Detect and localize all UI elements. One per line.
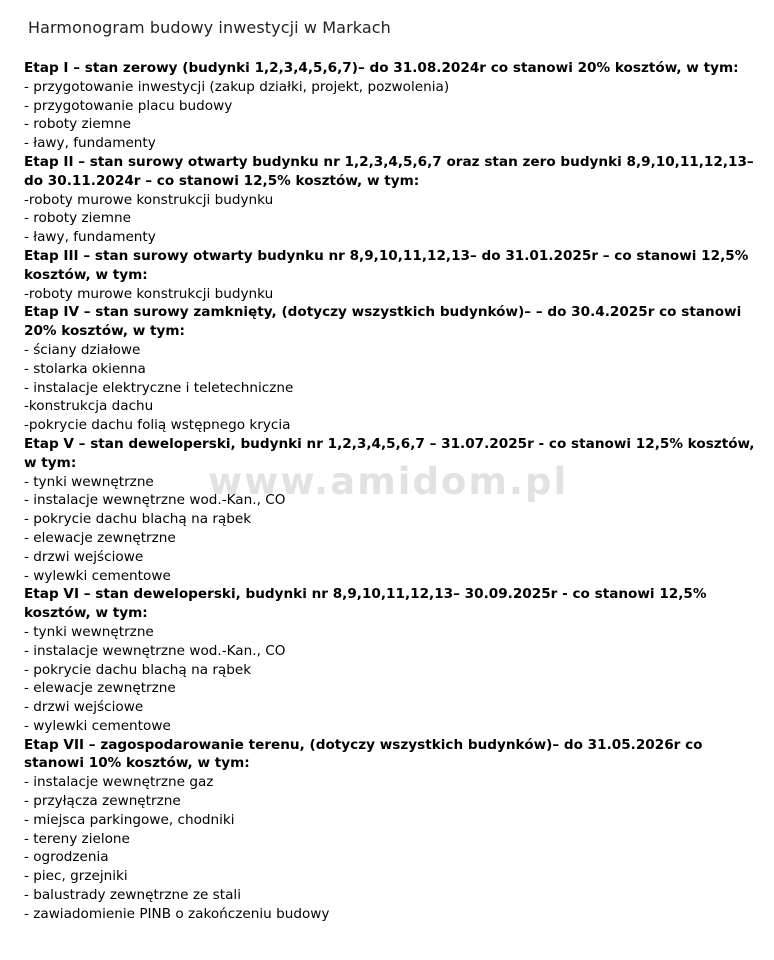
stage-title: Etap IV – stan surowy zamknięty, (dotyczy wszystkich budynków)– – do 30.4.2025r co stanowi 20% kosztów, w tym: (24, 304, 742, 340)
stage-5 (24, 435, 759, 585)
stage-item: - stolarka okienna (24, 360, 146, 377)
stage-item: -pokrycie dachu folią wstępnego krycia (24, 417, 291, 434)
stage-title: Etap VI – stan deweloperski, budynki nr 8,9,10,11,12,13– 30.09.2025r - co stanowi 12,5% kosztów, w tym: (24, 586, 707, 622)
stage-item: - wylewki cementowe (24, 567, 171, 584)
watermark: www.amidom.pl (208, 460, 569, 503)
document-title: Harmonogram budowy inwestycji w Markach (28, 18, 391, 37)
stage-item: - drzwi wejściowe (24, 699, 144, 716)
schedule-content (24, 59, 759, 924)
stage-7 (24, 736, 759, 924)
stage-item: - tynki wewnętrzne (24, 623, 154, 640)
stage-title: Etap VII – zagospodarowanie terenu, (dotyczy wszystkich budynków)– do 31.05.2026r co stanowi 10% kosztów, w tym: (24, 736, 703, 772)
stage-item: - piec, grzejniki (24, 868, 128, 885)
stage-item: - roboty ziemne (24, 116, 131, 133)
stage-title: Etap I – stan zerowy (budynki 1,2,3,4,5,6,7)– do 31.08.2024r co stanowi 20% kosztów, w tym: (24, 60, 739, 76)
stage-item: - instalacje wewnętrzne wod.-Kan., CO (24, 642, 286, 659)
stage-item: - elewacje zewnętrzne (24, 680, 176, 697)
stage-item: - ściany działowe (24, 341, 141, 358)
stage-title: Etap V – stan deweloperski, budynki nr 1,2,3,4,5,6,7 – 31.07.2025r - co stanowi 12,5% kosztów, w tym: (24, 435, 755, 471)
stage-item: - wylewki cementowe (24, 717, 171, 734)
stage-2 (24, 153, 759, 247)
stage-item: - ławy, fundamenty (24, 135, 156, 152)
stage-item: - ławy, fundamenty (24, 229, 156, 246)
stage-item: - pokrycie dachu blachą na rąbek (24, 511, 252, 528)
stage-title: Etap III – stan surowy otwarty budynku nr 8,9,10,11,12,13– do 31.01.2025r – co stanowi 12,5% kosztów, w tym: (24, 247, 749, 283)
stage-4 (24, 303, 759, 435)
stage-item: - instalacje elektryczne i teletechniczne (24, 379, 294, 396)
stage-item: -konstrukcja dachu (24, 398, 154, 415)
stage-item: - tynki wewnętrzne (24, 473, 154, 490)
stage-item: - roboty ziemne (24, 210, 131, 227)
stage-item: - elewacje zewnętrzne (24, 529, 176, 546)
stage-item: - przyłącza zewnętrzne (24, 793, 181, 810)
stage-item: - instalacje wewnętrzne gaz (24, 774, 214, 791)
stage-item: - ogrodzenia (24, 849, 109, 866)
stage-3 (24, 247, 759, 303)
stage-6 (24, 585, 759, 735)
stage-item: - tereny zielone (24, 830, 130, 847)
stage-item: - pokrycie dachu blachą na rąbek (24, 661, 252, 678)
stage-item: -roboty murowe konstrukcji budynku (24, 191, 274, 208)
stage-item: - przygotowanie placu budowy (24, 97, 233, 114)
stage-item: -roboty murowe konstrukcji budynku (24, 285, 274, 302)
stage-1 (24, 59, 759, 153)
stage-item: - instalacje wewnętrzne wod.-Kan., CO (24, 492, 286, 509)
stage-item: - miejsca parkingowe, chodniki (24, 811, 235, 828)
stage-item: - przygotowanie inwestycji (zakup działki, projekt, pozwolenia) (24, 78, 450, 95)
stage-title: Etap II – stan surowy otwarty budynku nr 1,2,3,4,5,6,7 oraz stan zero budynki 8,9,10,11,12,13– do 30.11.2024r – co stanowi 12,5% kosztów, w tym: (24, 153, 754, 189)
stage-item: - zawiadomienie PINB o zakończeniu budowy (24, 905, 330, 922)
stage-item: - drzwi wejściowe (24, 548, 144, 565)
stage-item: - balustrady zewnętrzne ze stali (24, 887, 241, 904)
